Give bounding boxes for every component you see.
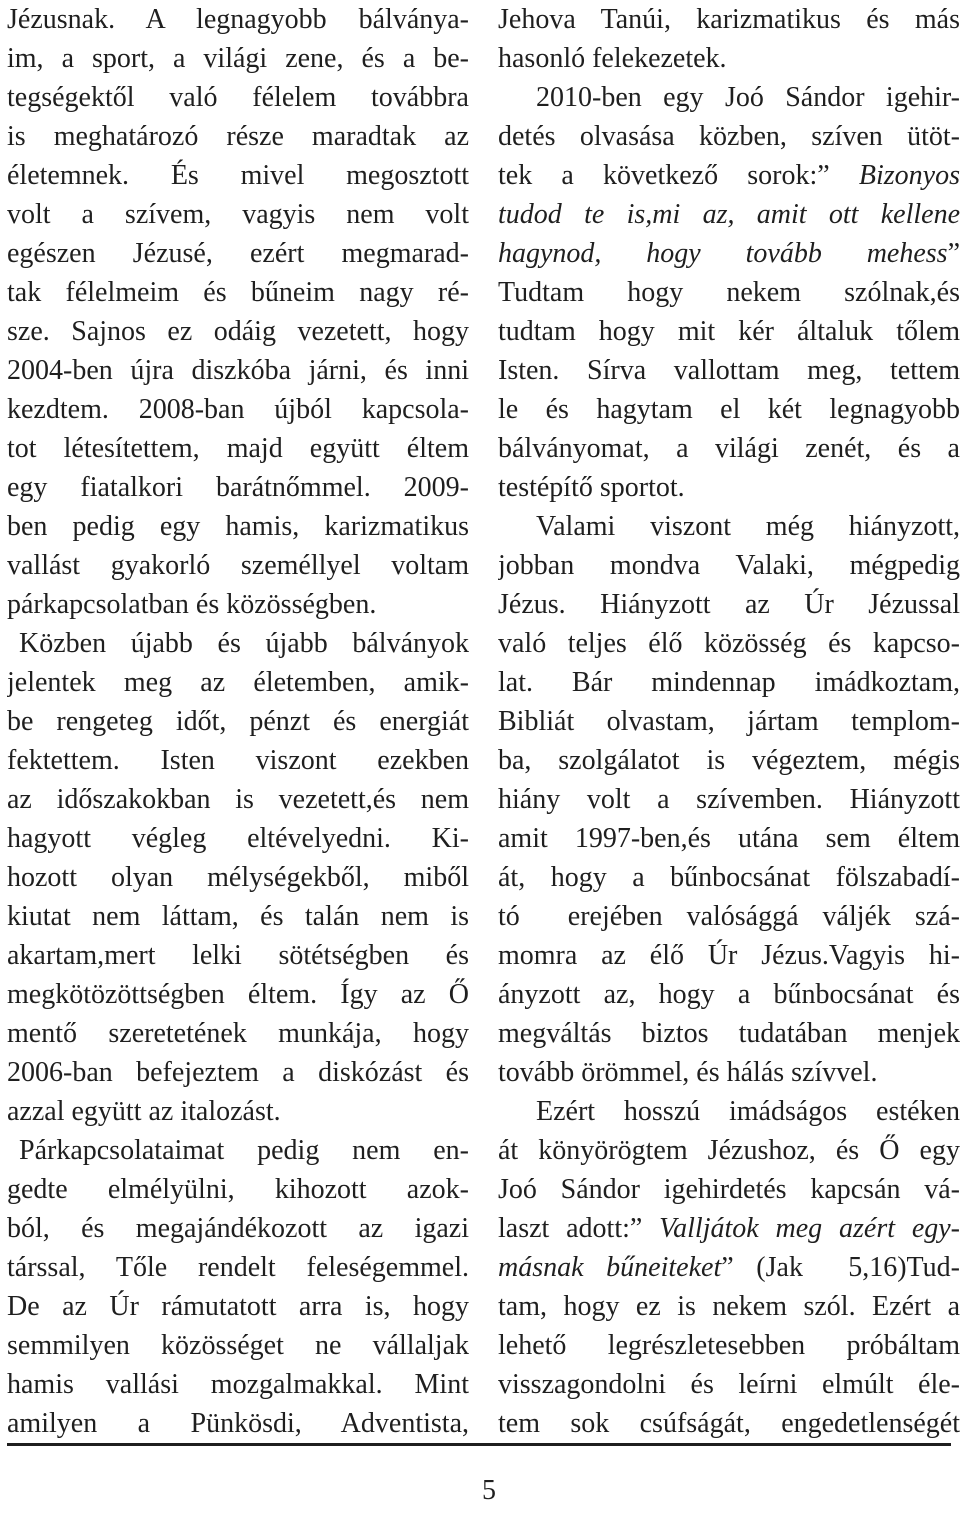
text-line [498,390,960,429]
text-line [7,234,469,273]
line-text: hozott olyan mélységekből, miből [7,862,469,893]
text-line [498,1053,960,1092]
text-line [7,78,469,117]
text-line [498,585,960,624]
text-line [498,1209,960,1248]
line-italic-text: Bizonyos [858,160,960,191]
text-line [498,897,960,936]
text-line [498,312,960,351]
line-text: kezdtem. 2008-ban újból kapcsola- [7,394,469,425]
text-line [498,546,960,585]
text-line [498,1092,960,1131]
text-line [7,1053,469,1092]
line-italic-text: hagynod, hogy tovább mehess [498,238,948,269]
text-line [7,195,469,234]
text-line [7,468,469,507]
text-line [7,897,469,936]
line-text: testépítő sportot. [498,472,685,503]
line-text: Joó Sándor igehirdetés kapcsán vá- [498,1174,960,1205]
line-text: vallást gyakorló személlyel voltam [7,550,469,581]
text-line [7,507,469,546]
right-text-column [498,0,960,1443]
text-line [498,780,960,819]
page-number: 5 [482,1475,496,1506]
line-text: tudtam hogy mit kér általuk tőlem [498,316,960,347]
line-text: semmilyen közösséget ne vállaljak [7,1330,469,1361]
text-line [7,390,469,429]
line-text: momra az élő Úr Jézus.Vagyis hi- [498,940,960,971]
text-line [498,117,960,156]
line-text: im, a sport, a világi zene, és a be- [7,43,469,74]
text-line [7,39,469,78]
line-text: mentő szeretetének munkája, hogy [7,1018,469,1049]
line-text: életemnek. És mivel megosztott [7,160,469,191]
line-text: be rengeteg időt, pénzt és energiát [7,706,469,737]
line-text: hiány volt a szívemben. Hiányzott [498,784,960,815]
line-italic-text: másnak bűneiteket [498,1252,722,1283]
text-line [498,1131,960,1170]
line-text: ányzott az, hogy a bűnbocsánat és [498,979,960,1010]
text-line [498,156,960,195]
line-text: hasonló felekezetek. [498,43,727,74]
text-line [7,1170,469,1209]
text-line [498,936,960,975]
text-line [498,507,960,546]
text-line [7,663,469,702]
line-text: Tudtam hogy nekem szólnak,és [498,277,960,308]
line-italic-text: tudod te is,mi az, amit ott kellene [498,199,960,230]
text-line [498,195,960,234]
line-text: tak félelmeim és bűneim nagy ré- [7,277,469,308]
text-line [498,78,960,117]
text-line [7,1404,469,1443]
line-text: át könyörögtem Jézushoz, és Ő egy [498,1135,960,1166]
text-line [498,1404,960,1443]
line-text: Párkapcsolataimat pedig nem en- [19,1135,469,1166]
text-line [498,663,960,702]
line-after-text: ” [947,238,960,269]
line-text: Közben újabb és újabb bálványok [19,628,469,659]
line-text: ba, szolgálatot is végeztem, mégis [498,745,960,776]
text-line [7,702,469,741]
line-text: hamis vallási mozgalmakkal. Mint [7,1369,469,1400]
line-text: 2010-ben egy Joó Sándor igehir- [536,82,960,113]
line-text: tot létesítettem, majd együtt éltem [7,433,469,464]
footer-rule [7,1443,951,1446]
text-line [7,624,469,663]
line-text: bálványomat, a világi zenét, és a [498,433,960,464]
text-line [7,0,469,39]
text-line [498,858,960,897]
line-text: Jehova Tanúi, karizmatikus és más [498,4,960,35]
line-text: tovább örömmel, és hálás szívvel. [498,1057,878,1088]
line-text: fektettem. Isten viszont ezekben [7,745,469,776]
line-text: jobban mondva Valaki, mégpedig [498,550,960,581]
line-text: egészen Jézusé, ezért megmarad- [7,238,469,269]
text-line [498,819,960,858]
text-line [7,273,469,312]
line-text: hagyott végleg eltévelyedni. Ki- [7,823,469,854]
text-line [498,39,960,78]
line-text: jelentek meg az életemben, amik- [7,667,469,698]
line-after-text: ” (Jak 5,16)Tud- [721,1252,960,1283]
line-text: ben pedig egy hamis, karizmatikus [7,511,469,542]
text-line [498,468,960,507]
text-line [7,1287,469,1326]
text-line [7,936,469,975]
text-line [498,273,960,312]
text-line [7,429,469,468]
text-line [7,156,469,195]
text-line [7,1014,469,1053]
line-text: való teljes élő közösség és kapcso- [498,628,960,659]
line-text: sze. Sajnos ez odáig vezetett, hogy [7,316,469,347]
text-line [7,1092,469,1131]
text-line [7,780,469,819]
text-line [498,624,960,663]
text-line [498,0,960,39]
text-line [7,1326,469,1365]
text-line [498,1326,960,1365]
line-text: detés olvasása közben, szíven ütöt- [498,121,960,152]
line-text: Jézusnak. A legnagyobb bálványa- [7,4,469,35]
line-italic-text: Valljátok meg azért egy- [659,1213,960,1244]
line-text: lehető legrészletesebben próbáltam [498,1330,960,1361]
line-text: azzal együtt az italozást. [7,1096,281,1127]
line-text: laszt adott:” [498,1213,660,1244]
line-text: 2006-ban befejeztem a diskózást és [7,1057,469,1088]
text-line [7,117,469,156]
line-text: egy fiatalkori barátnőmmel. 2009- [7,472,469,503]
line-text: volt a szívem, vagyis nem volt [7,199,469,230]
line-text: tam, hogy ez is nekem szól. Ezért a [498,1291,960,1322]
text-line [498,975,960,1014]
text-line [498,1248,960,1287]
line-text: az időszakokban is vezetett,és nem [7,784,469,815]
line-text: le és hagytam el két legnagyobb [498,394,960,425]
text-line [7,1365,469,1404]
line-text: tó erejében valósággá váljék szá- [498,901,960,932]
line-text: visszagondolni és leírni elmúlt éle- [498,1369,960,1400]
line-text: tem sok csúfságát, engedetlenségét [498,1408,960,1439]
text-line [7,585,469,624]
line-text: amilyen a Pünkösdi, Adventista, [7,1408,469,1439]
line-text: kiutat nem láttam, és talán nem is [7,901,469,932]
line-text: Bibliát olvastam, jártam templom- [498,706,960,737]
text-line [498,1365,960,1404]
line-text: társsal, Tőle rendelt feleségemmel. [7,1252,469,1283]
line-text: lat. Bár mindennap imádkoztam, [498,667,960,698]
line-text: ból, és megajándékozott az igazi [7,1213,469,1244]
text-line [498,234,960,273]
line-text: gedte elmélyülni, kihozott azok- [7,1174,469,1205]
line-text: Jézus. Hiányzott az Úr Jézussal [498,589,960,620]
left-text-column [7,0,469,1443]
line-text: 2004-ben újra diszkóba járni, és inni [7,355,469,386]
line-text: amit 1997-ben,és utána sem éltem [498,823,960,854]
text-line [7,741,469,780]
text-line [7,351,469,390]
line-text: tek a következő sorok:” [498,160,859,191]
line-text: párkapcsolatban és közösségben. [7,589,377,620]
text-line [7,546,469,585]
line-text: De az Úr rámutatott arra is, hogy [7,1291,469,1322]
line-text: Valami viszont még hiányzott, [536,511,960,542]
line-text: megkötözöttségben éltem. Így az Ő [7,979,469,1010]
line-text: át, hogy a bűnbocsánat fölszabadí- [498,862,960,893]
text-line [498,1287,960,1326]
line-text: akartam,mert lelki sötétségben és [7,940,469,971]
text-line [7,819,469,858]
text-line [7,975,469,1014]
text-line [7,312,469,351]
line-text: Isten. Sírva vallottam meg, tettem [498,355,960,386]
text-line [7,1209,469,1248]
text-line [498,1014,960,1053]
line-text: tegségektől való félelem továbbra [7,82,469,113]
text-line [498,429,960,468]
text-line [498,1170,960,1209]
text-line [7,1248,469,1287]
text-line [498,702,960,741]
text-line [498,741,960,780]
text-line [7,858,469,897]
text-line [7,1131,469,1170]
line-text: is meghatározó része maradtak az [7,121,469,152]
line-text: Ezért hosszú imádságos estéken [536,1096,960,1127]
text-line [498,351,960,390]
line-text: megváltás biztos tudatában menjek [498,1018,960,1049]
